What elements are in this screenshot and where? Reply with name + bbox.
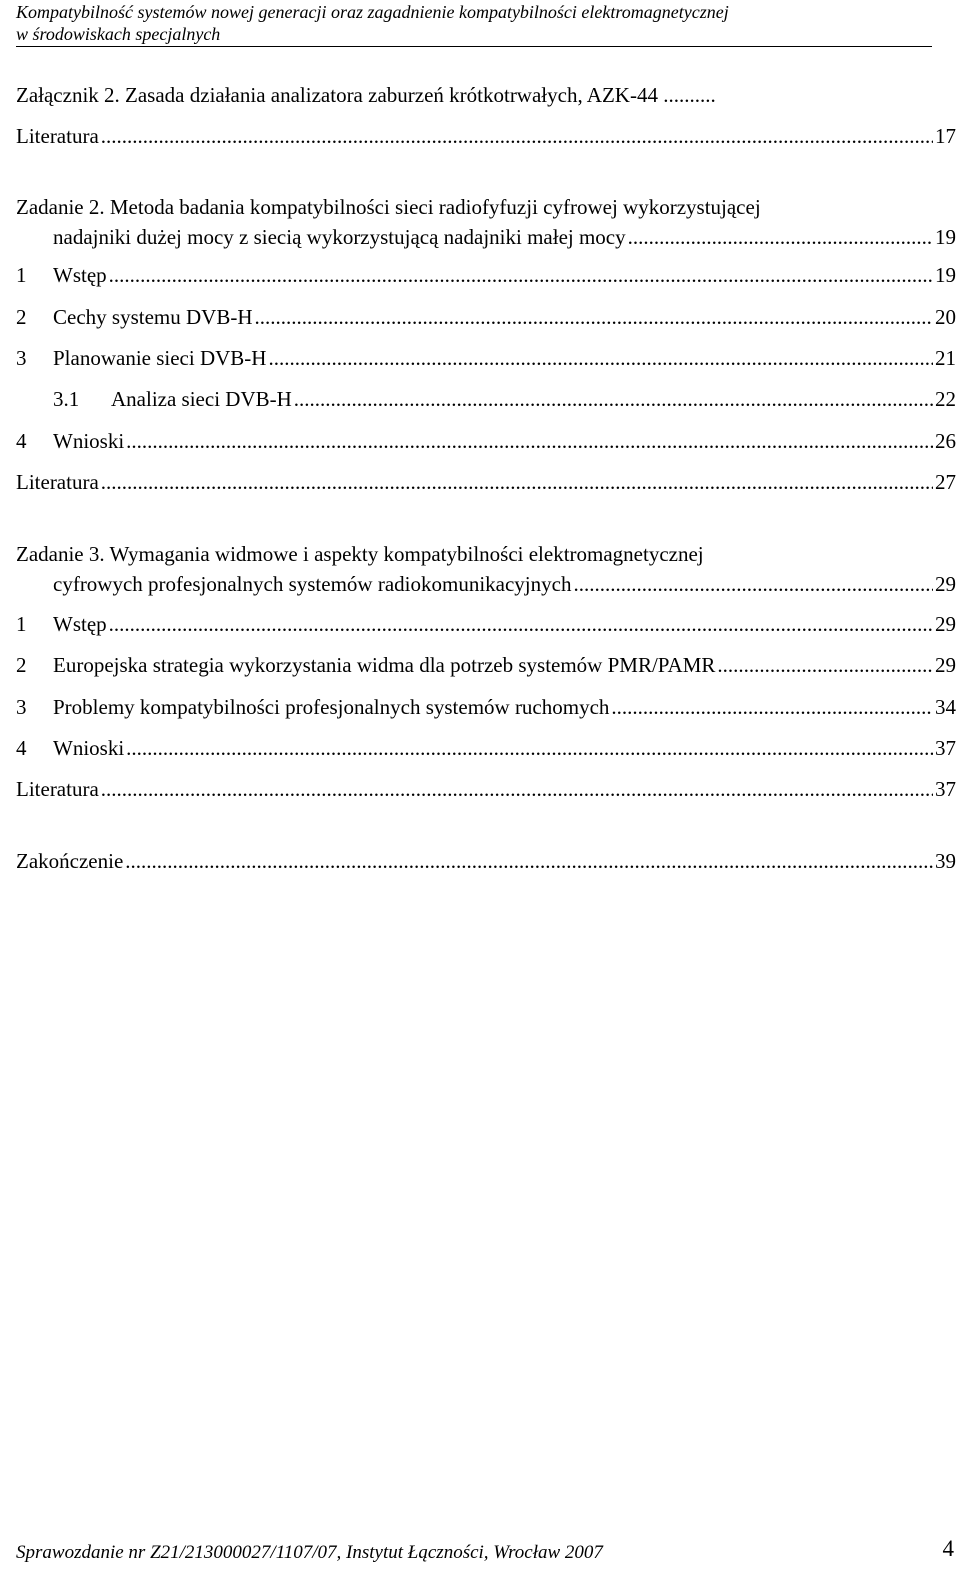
toc-page-number: 37 xyxy=(935,736,956,760)
toc-entry-label: Wstęp xyxy=(53,612,107,636)
toc-entry-label-line-1: Zadanie 2. Metoda badania kompatybilności sieci radiofyfuzji cyfrowej wykorzystującej xyxy=(16,195,761,219)
toc-entry-label: Literatura xyxy=(16,777,99,801)
dot-leader xyxy=(101,467,933,497)
toc-page-number: 29 xyxy=(935,653,956,677)
running-header xyxy=(16,0,932,47)
toc-page-number: 19 xyxy=(935,263,956,287)
dot-leader xyxy=(101,121,933,151)
toc-section-number: 1 xyxy=(16,612,27,636)
dot-leader xyxy=(294,384,933,414)
toc-entry-label: Cechy systemu DVB-H xyxy=(53,305,253,329)
toc-entry-label: Wstęp xyxy=(53,263,107,287)
toc-section-number: 3.1 xyxy=(53,387,80,411)
toc-section-number: 4 xyxy=(16,429,27,453)
toc-section-number: 3 xyxy=(16,695,27,719)
toc-entry-label: Wnioski xyxy=(53,736,125,760)
dot-leader xyxy=(628,222,933,252)
toc-entry-zalacznik-2[interactable] xyxy=(16,80,956,110)
toc-entry-zadanie-3[interactable] xyxy=(16,539,956,599)
dot-leader xyxy=(109,260,933,290)
footer-text: Sprawozdanie nr Z21/213000027/1107/07, Instytut Łączności, Wrocław 2007 xyxy=(16,1542,603,1563)
dot-leader xyxy=(126,733,933,763)
dot-leader xyxy=(611,692,933,722)
toc-entry-analiza-sieci[interactable] xyxy=(53,384,956,414)
toc-entry-literatura[interactable] xyxy=(16,121,956,151)
running-footer xyxy=(16,1538,956,1568)
dot-leader xyxy=(268,343,933,373)
toc-page-number: 19 xyxy=(935,225,956,249)
dot-leader xyxy=(573,569,933,599)
toc-entry-zakonczenie[interactable] xyxy=(16,846,956,876)
toc-page-number: 34 xyxy=(935,695,956,719)
toc-entry-label: Analiza sieci DVB-H xyxy=(111,387,292,411)
toc-entry-europejska-strategia[interactable] xyxy=(16,650,956,680)
header-line-2: w środowiskach specjalnych xyxy=(16,24,221,44)
toc-section-number: 2 xyxy=(16,653,27,677)
toc-entry-label-line-2: cyfrowych profesjonalnych systemów radiokomunikacyjnych xyxy=(53,572,572,596)
toc-entry-planowanie-sieci[interactable] xyxy=(16,343,956,373)
toc-page-number: 27 xyxy=(935,470,956,494)
toc-entry-label: Załącznik 2. Zasada działania analizatora zaburzeń krótkotrwałych, AZK-44 .......... xyxy=(16,83,716,107)
toc-section-number: 3 xyxy=(16,346,27,370)
toc-entry-label: Wnioski xyxy=(53,429,125,453)
toc-entry-cechy-systemu[interactable] xyxy=(16,302,956,332)
toc-section-number: 1 xyxy=(16,263,27,287)
toc-page-number: 21 xyxy=(935,346,956,370)
dot-leader xyxy=(717,650,933,680)
toc-entry-label-line-2: nadajniki dużej mocy z siecią wykorzystującą nadajniki małej mocy xyxy=(53,225,626,249)
toc-entry-wstep[interactable] xyxy=(16,609,956,639)
toc-entry-wnioski[interactable] xyxy=(16,426,956,456)
dot-leader xyxy=(254,302,933,332)
toc-entry-label-line-1: Zadanie 3. Wymagania widmowe i aspekty kompatybilności elektromagnetycznej xyxy=(16,542,704,566)
dot-leader xyxy=(126,426,933,456)
toc-page-number: 26 xyxy=(935,429,956,453)
toc-page-number: 17 xyxy=(935,124,956,148)
toc-entry-label: Planowanie sieci DVB-H xyxy=(53,346,267,370)
toc-section-number: 4 xyxy=(16,736,27,760)
toc-entry-wnioski[interactable] xyxy=(16,733,956,763)
toc-section-number: 2 xyxy=(16,305,27,329)
toc-entry-literatura[interactable] xyxy=(16,467,956,497)
dot-leader xyxy=(109,609,933,639)
toc-entry-label: Literatura xyxy=(16,470,99,494)
toc-page-number: 20 xyxy=(935,305,956,329)
toc-page-number: 29 xyxy=(935,612,956,636)
toc-page-number: 39 xyxy=(935,849,956,873)
toc-entry-zadanie-2[interactable] xyxy=(16,192,956,252)
page-number: 4 xyxy=(942,1536,954,1561)
toc-entry-label: Europejska strategia wykorzystania widma dla potrzeb systemów PMR/PAMR xyxy=(53,653,716,677)
toc-entry-label: Literatura xyxy=(16,124,99,148)
toc-entry-label: Zakończenie xyxy=(16,849,124,873)
toc-page-number: 22 xyxy=(935,387,956,411)
dot-leader xyxy=(101,774,933,804)
header-line-1: Kompatybilność systemów nowej generacji oraz zagadnienie kompatybilności elektromagnetycznej xyxy=(16,2,729,22)
toc-entry-literatura[interactable] xyxy=(16,774,956,804)
toc-entry-problemy-kompatybilnosci[interactable] xyxy=(16,692,956,722)
toc-entry-label: Problemy kompatybilności profesjonalnych systemów ruchomych xyxy=(53,695,610,719)
toc-entry-wstep[interactable] xyxy=(16,260,956,290)
dot-leader xyxy=(125,846,933,876)
toc-page-number: 37 xyxy=(935,777,956,801)
toc-page-number: 29 xyxy=(935,572,956,596)
